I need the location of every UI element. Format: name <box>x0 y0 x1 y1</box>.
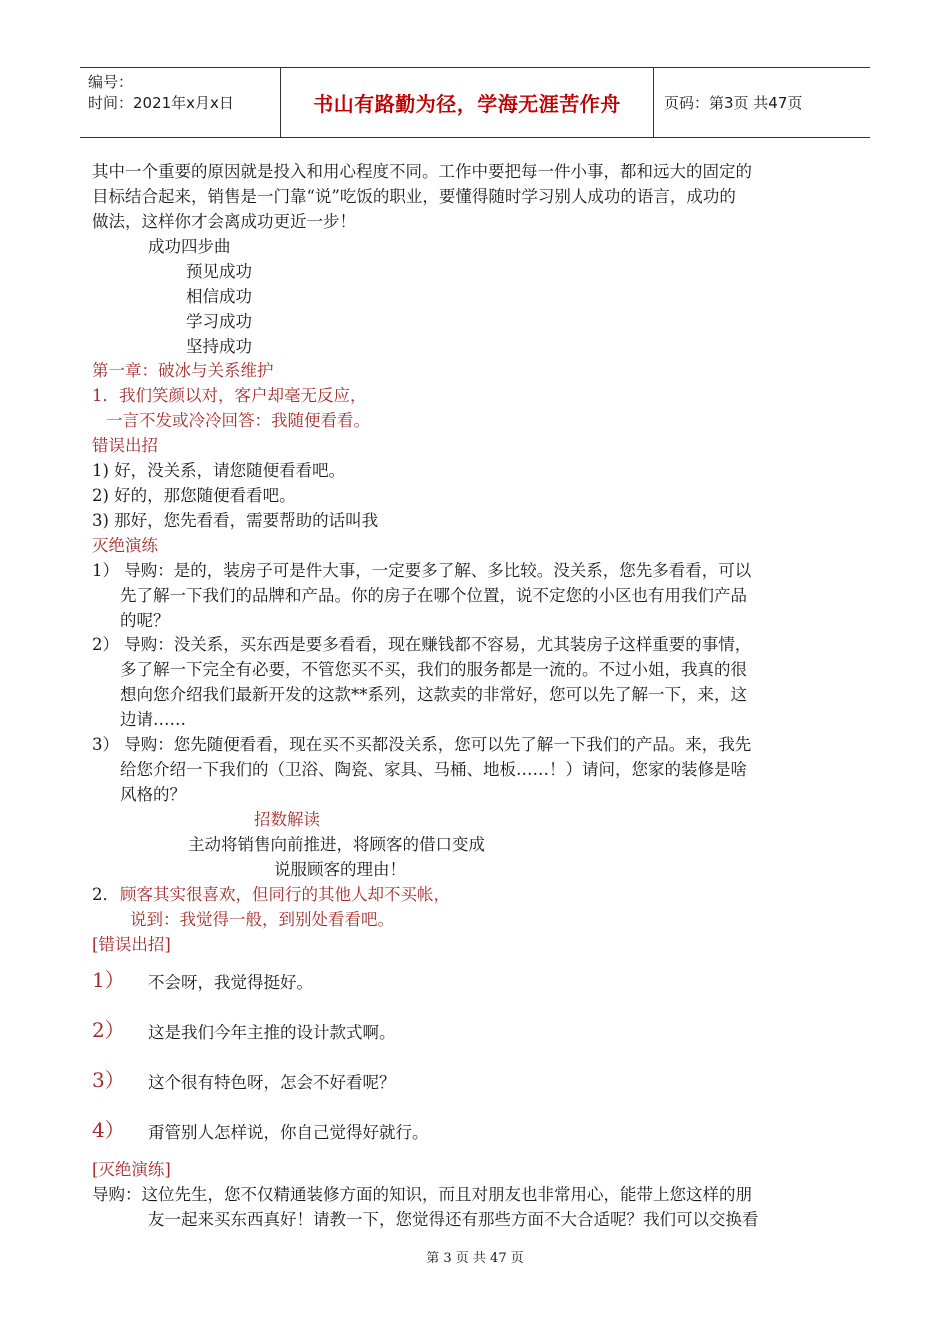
header-motto: 书山有路勤为径，学海无涯苦作舟 <box>281 68 654 137</box>
list-item: 甭管别人怎样说，你自己觉得好就行。 <box>148 1123 429 1142</box>
date-label: 时间：2021年x月x日 <box>88 94 234 112</box>
paragraph-line: 其中一个重要的原因就是投入和用心程度不同。工作中要把每一件小事，都和远大的固定的 <box>92 162 752 181</box>
chapter-title: 第一章：破冰与关系维护 <box>92 361 274 380</box>
header-meta <box>80 68 281 137</box>
answer-line: 1） 导购：是的，装房子可是件大事，一定要多了解、多比较。没关系，您先多看看，可以 <box>92 561 752 580</box>
question-line: 1．我们笑颜以对，客户却毫无反应， <box>92 386 367 405</box>
answer-line: 友一起来买东西真好！请教一下，您觉得还有那些方面不大合适呢？我们可以交换看 <box>148 1210 759 1229</box>
section-title-right: [灭绝演练] <box>92 1160 171 1179</box>
list-number: 2） <box>92 1018 125 1042</box>
list-item: 不会呀，我觉得挺好。 <box>148 973 313 992</box>
interpretation-line: 主动将销售向前推进，将顾客的借口变成 <box>188 835 485 854</box>
answer-line: 3） 导购：您先随便看看，现在买不买都没关系，您可以先了解一下我们的产品。来，我先 <box>92 735 752 754</box>
list-number: 4） <box>92 1118 125 1142</box>
question-line: 说到：我觉得一般，到别处看看吧。 <box>130 910 394 929</box>
answer-line: 给您介绍一下我们的（卫浴、陶瓷、家具、马桶、地板……！）请问，您家的装修是啥 <box>120 760 747 779</box>
step-item: 相信成功 <box>186 287 252 306</box>
section-title-wrong: [错误出招] <box>92 935 171 954</box>
paragraph-line: 目标结合起来，销售是一门靠“说”吃饭的职业，要懂得随时学习别人成功的语言，成功的 <box>92 187 736 206</box>
header-page-info: 页码：第3页 共47页 <box>664 94 803 112</box>
step-item: 预见成功 <box>186 262 252 281</box>
question-line: 顾客其实很喜欢，但同行的其他人却不买帐， <box>120 885 450 904</box>
answer-line: 2） 导购：没关系，买东西是要多看看，现在赚钱都不容易，尤其装房子这样重要的事情， <box>92 635 752 654</box>
answer-line: 的呢？ <box>120 611 170 630</box>
page-footer: 第 3 页 共 47 页 <box>426 1251 524 1266</box>
list-item: 1) 好，没关系，请您随便看看吧。 <box>92 461 346 480</box>
list-number: 3） <box>92 1068 125 1092</box>
section-title-right: 灭绝演练 <box>92 536 158 555</box>
step-item: 学习成功 <box>186 312 252 331</box>
list-item: 这个很有特色呀，怎会不好看呢？ <box>148 1073 396 1092</box>
step-item: 坚持成功 <box>186 337 252 356</box>
list-number: 1） <box>92 968 125 992</box>
number-label: 编号： <box>88 73 134 91</box>
answer-line: 边请…… <box>120 710 186 729</box>
answer-line: 想向您介绍我们最新开发的这款**系列，这款卖的非常好，您可以先了解一下，来，这 <box>120 685 747 704</box>
section-title-wrong: 错误出招 <box>92 436 158 455</box>
answer-line: 风格的？ <box>120 785 186 804</box>
question-number: 2． <box>92 885 119 904</box>
steps-title: 成功四步曲 <box>148 237 231 256</box>
page-header <box>80 67 870 138</box>
interpretation-line: 说服顾客的理由！ <box>274 860 406 879</box>
answer-line: 导购：这位先生，您不仅精通装修方面的知识，而且对朋友也非常用心，能带上您这样的朋 <box>92 1185 752 1204</box>
list-item: 3) 那好，您先看看，需要帮助的话叫我 <box>92 511 379 530</box>
interpretation-title: 招数解读 <box>254 810 320 829</box>
answer-line: 多了解一下完全有必要，不管您买不买，我们的服务都是一流的。不过小姐，我真的很 <box>120 660 747 679</box>
list-item: 这是我们今年主推的设计款式啊。 <box>148 1023 396 1042</box>
question-line: 一言不发或冷冷回答：我随便看看。 <box>106 411 370 430</box>
paragraph-line: 做法，这样你才会离成功更近一步！ <box>92 212 356 231</box>
answer-line: 先了解一下我们的品牌和产品。你的房子在哪个位置，说不定您的小区也有用我们产品 <box>120 586 747 605</box>
list-item: 2) 好的，那您随便看看吧。 <box>92 486 296 505</box>
